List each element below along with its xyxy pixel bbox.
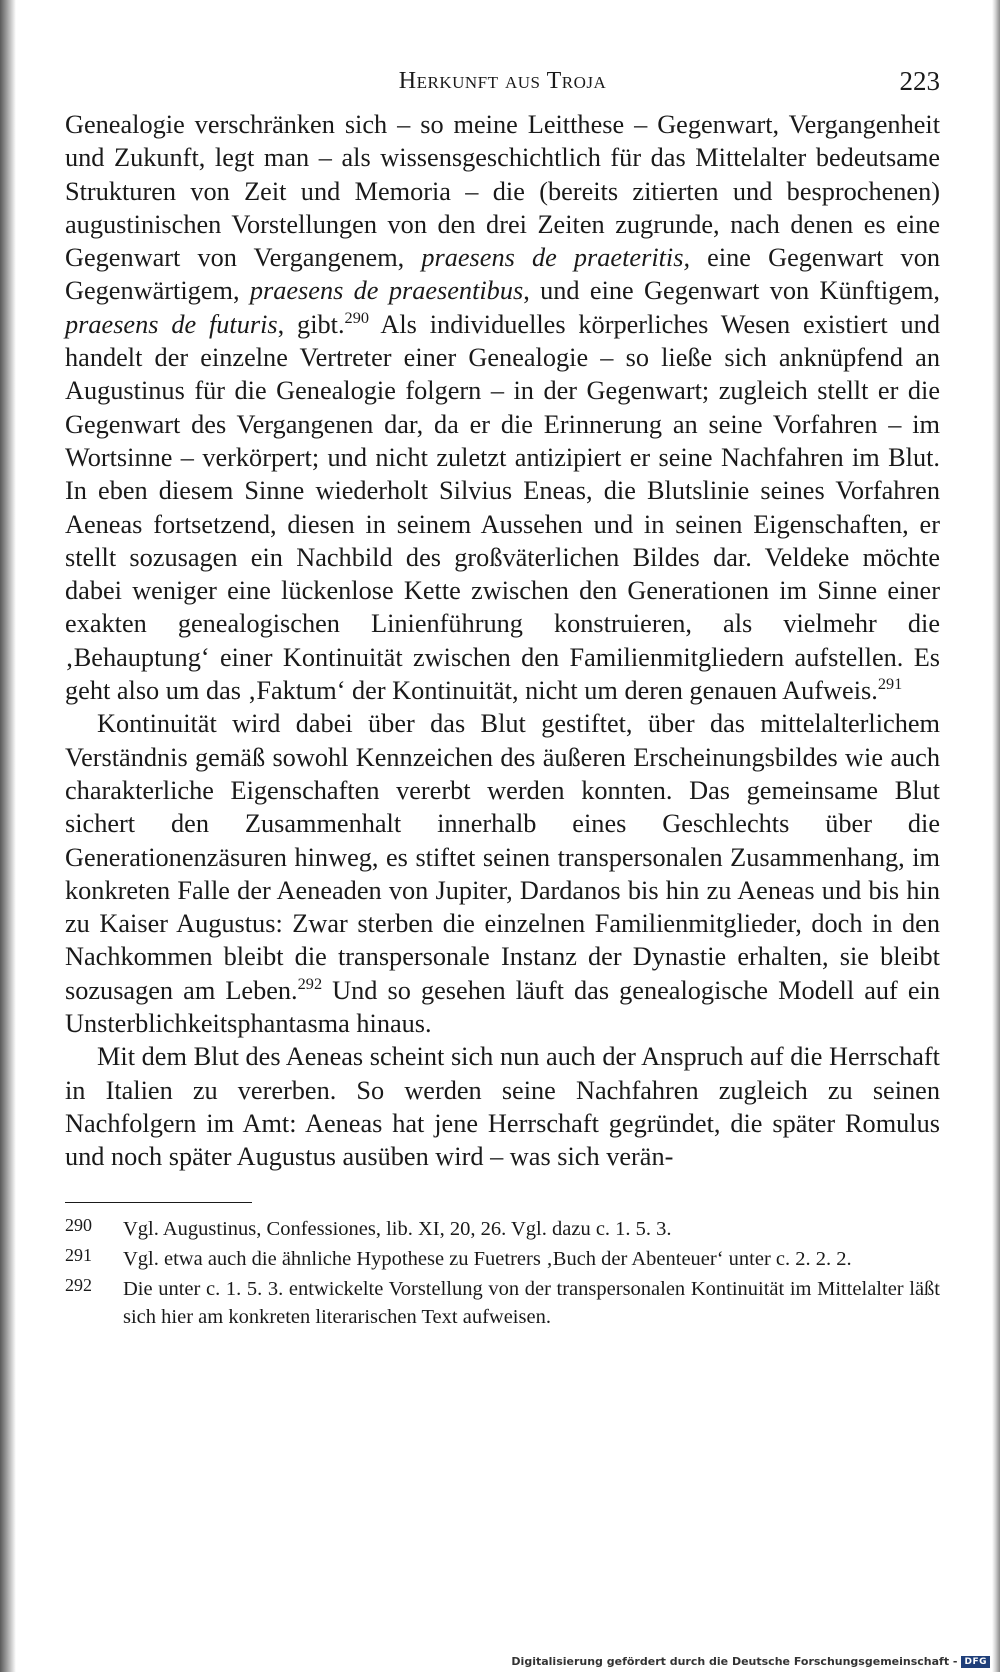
footnote-number: 292 [65,1274,92,1295]
text-run: , gibt. [277,309,345,339]
body-text [65,108,940,1174]
dfg-logo-icon: DFG [961,1656,990,1668]
body-paragraph [65,707,940,1040]
footnotes [65,1215,940,1331]
body-paragraph [65,108,940,707]
footnote-reference: 292 [297,973,323,993]
text-run: Und so gesehen läuft das genealogische Modell auf ein Unsterblichkeitsphantasma hinaus. [65,975,940,1039]
footnote-reference: 290 [344,308,369,327]
body-paragraph [65,1040,940,1173]
footnote [65,1215,940,1243]
footnote [65,1245,940,1273]
text-run: Genealogie verschränken sich – so meine Leitthese – Gegenwart, Vergangenheit und Zukunft, legt man – als wissensgeschichtlich für das Mittelalter bedeutsame Strukturen von Zeit und Memoria – die (bereits zitierten und besprochenen) augustinischen Vorstellungen von den drei Zeiten zugrunde, nach denen es eine Gegenwart von Vergangenem, [65,110,940,273]
running-head-title: Herkunft aus Troja [398,68,607,94]
text-run: Als individuelles körperliches Wesen existiert und handelt der einzelne Vertreter einer Genealogie – so ließe sich anknüpfend an Augustinus für die Genealogie folgern – in der Gegenwart; zugleich stellt er die Gegenwart des Vergangenen dar, da er die Erinnerung an seine Vorfahren – im Wortsinne – verkörpert; und nicht zuletzt antizipiert er seine Nachfahren im Blut. In eben diesem Sinne wiederholt Silvius Eneas, die Blutslinie seines Vorfahren Aeneas fortsetzend, diesen in seinem Aussehen und in seinen Eigenschaften, er stellt sozusagen ein Nachbild des großväterlichen Bildes dar. Veldeke möchte dabei weniger eine lückenlose Kette zwischen den Generationen im Sinne einer exakten genealogischen Linienführung konstruieren, als vielmehr die ‚Behauptung‘ einer Kontinuität zwischen den Familienmitgliedern aufstellen. Es geht also um das ‚Faktum‘ der Kontinuität, nicht um deren genauen Aufweis. [65,309,940,706]
text-run: , und eine Gegenwart von Künftigem, [523,276,940,306]
page-number: 223 [899,66,940,96]
digitization-text: Digitalisierung gefördert durch die Deutsche Forschungsgemeinschaft - [511,1655,958,1668]
latin-phrase: praesens de praeteritis, [421,243,691,273]
footnote-reference: 291 [877,674,903,694]
footnote-text: Vgl. Augustinus, Confessiones, lib. XI, 20, 26. Vgl. dazu c. 1. 5. 3. [123,1217,672,1240]
footnote-text: Vgl. etwa auch die ähnliche Hypothese zu Fuetrers ‚Buch der Abenteuer‘ unter c. 2. 2. 2. [123,1247,852,1270]
latin-phrase: praesens de praesentibus [249,276,524,306]
book-page [65,60,940,1333]
footnote-separator [65,1202,252,1203]
digitization-notice [511,1655,990,1668]
footnote-number: 291 [65,1244,92,1265]
latin-phrase: praesens de futuris [65,309,278,339]
text-run: Kontinuität wird dabei über das Blut gestiftet, über das mittelalterlichem Verständnis gemäß sowohl Kennzeichen des äußeren Erscheinungsbildes wie auch charakterliche Eigenschaften vererbt werden konnten. Das gemeinsame Blut sichert den Zusammenhalt innerhalb eines Geschlechts über die Generationenzäsuren hinweg, es stiftet seinen transpersonalen Zusammenhang, im konkreten Falle der Aeneaden von Jupiter, Dardanos bis hin zu Aeneas und bis hin zu Kaiser Augustus: Zwar sterben die einzelnen Familienmitglieder, doch in den Nachkommen bleibt die transpersonale Instanz der Dynastie erhalten, sie bleibt sozusagen am Leben. [65,709,940,1005]
scan-edge-right [992,0,1000,1672]
footnote [65,1275,940,1331]
scan-edge-left [0,0,16,1672]
footnote-text: Die unter c. 1. 5. 3. entwickelte Vorstellung von der transpersonalen Kontinuität im Mittelalter läßt sich hier am konkreten literarischen Text aufweisen. [123,1277,940,1328]
text-run: eine Gegenwart von Gegenwärtigem, [65,243,940,306]
text-run: Mit dem Blut des Aeneas scheint sich nun auch der Anspruch auf die Herrschaft in Italien zu vererben. So werden seine Nachfahren zugleich zu seinen Nachfolgern im Amt: Aeneas hat jene Herrschaft gegründet, die später Romulus und noch später Augustus ausüben wird – was sich verän- [65,1042,940,1172]
footnote-number: 290 [65,1214,92,1235]
running-head [65,60,940,108]
